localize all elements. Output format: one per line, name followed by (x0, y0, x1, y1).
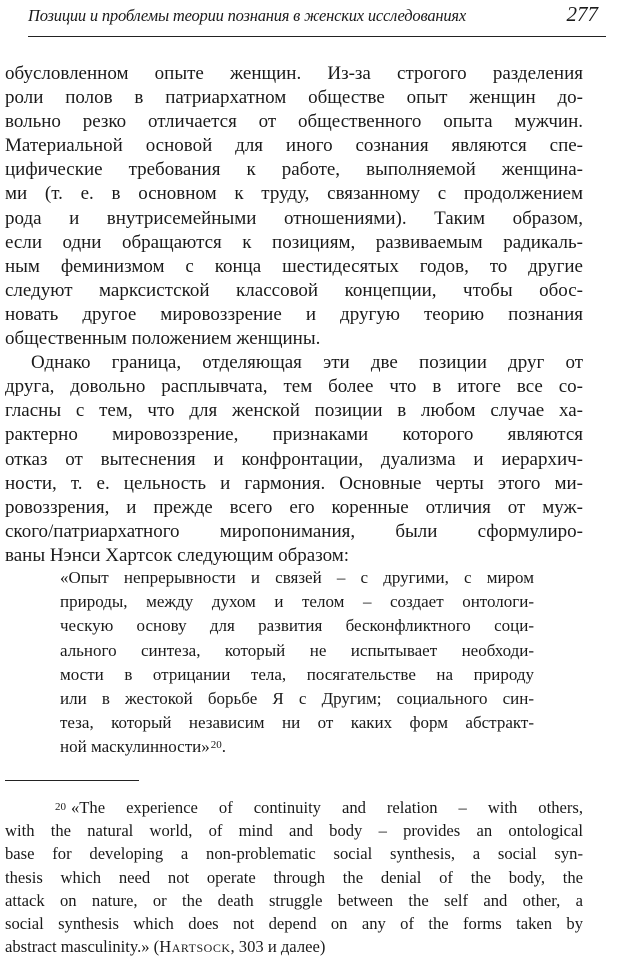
quote-line: мости в отрицании тела, посягательстве на природу (60, 664, 534, 684)
quote-line: теза, который независим ни от каких форм абстракт- (60, 713, 534, 733)
main-text (5, 62, 583, 568)
footnote-line: thesis which need not operate through the denial of the body, the (5, 867, 583, 887)
page-number: 277 (566, 2, 598, 26)
body-line: рактерно мировоззрение, признаками которого являются (5, 424, 583, 446)
quote-last-line (60, 735, 534, 759)
footnote-line: with the natural world, of mind and body – provides an ontological (5, 821, 583, 841)
cited-author: Hartsock (159, 937, 231, 957)
body-line: отказ от вытеснения и конфронтации, дуализма и иерархич- (5, 448, 583, 470)
body-line: вольно резко отличается от общественного опыта мужчин. (5, 111, 583, 133)
body-line: общественным положением женщины. (5, 328, 321, 350)
footnote-last-line (5, 935, 583, 958)
quote-line: ального синтеза, который не испытывает необходи- (60, 640, 534, 660)
quote-line: или в жестокой борьбе Я с Другим; социального син- (60, 689, 534, 709)
quote-line: «Опыт непрерывности и связей – с другими, с миром (60, 568, 534, 587)
footnote-line: attack on nature, or the death struggle between the self and other, a (5, 890, 583, 910)
footnote-number: 20 (55, 801, 66, 813)
body-line: ности, т. е. цельность и гармония. Основные черты этого ми- (5, 472, 583, 494)
body-line: ваны Нэнси Хартсок следующим образом: (5, 544, 350, 566)
body-line: роли полов в патриархатном обществе опыт женщин до- (5, 87, 583, 109)
body-line: цифические требования к работе, выполняемой женщина- (5, 159, 583, 181)
footnote-text: , 303 и далее) (230, 937, 326, 957)
body-line: обусловленном опыте женщин. Из-за строгого разделения (5, 63, 583, 84)
body-line: друга, довольно расплывчата, тем более что в итоге все со- (5, 376, 583, 398)
body-line: ского/патриархатного миропонимания, были сформулиро- (5, 520, 583, 542)
quote-line-text: ной маскулинности» (60, 737, 210, 757)
quote-period: . (221, 737, 226, 757)
quote-line: ческую основу для развития бесконфликтного соци- (60, 616, 534, 636)
body-line: следуют марксистской классовой концепции, чтобы обос- (5, 279, 583, 301)
block-quote (60, 566, 534, 760)
footnote-text: «The experience of continuity and relation – with others, (71, 798, 583, 817)
body-line: новать другое мировоззрение и другую теорию познания (5, 303, 583, 325)
header-rule (28, 36, 606, 37)
body-line: Материальной основой для иного сознания являются спе- (5, 135, 583, 157)
body-line: ным феминизмом с конца шестидесятых годов, то другие (5, 255, 583, 277)
footnote-reference[interactable]: 20 (210, 739, 222, 752)
footnote-line (5, 796, 583, 819)
body-line-indented: Однако граница, отделяющая эти две позиции друг от (31, 352, 583, 374)
body-line: рода и внутрисемейными отношениями). Таким образом, (5, 207, 583, 229)
running-head (28, 2, 606, 32)
footnote-text: abstract masculinity.» ( (5, 937, 160, 957)
body-line: ми (т. е. в основном к труду, связанному с продолжением (5, 183, 583, 205)
body-line: ровоззрения, и прежде всего его коренные отличия от муж- (5, 496, 583, 518)
body-line: если одни обращаются к позициям, развиваемым радикаль- (5, 231, 583, 253)
footnote-rule (5, 780, 139, 781)
footnote-line: base for developing a non-problematic social synthesis, a social syn- (5, 844, 583, 864)
running-title: Позиции и проблемы теории познания в женских исследованиях (28, 6, 466, 25)
quote-line: природы, между духом и телом – создает онтологи- (60, 592, 534, 612)
body-line: гласны с тем, что для женской позиции в любом случае ха- (5, 400, 583, 422)
footnote (5, 796, 583, 958)
footnote-line: social synthesis which does not depend on any of the forms taken by (5, 914, 583, 934)
